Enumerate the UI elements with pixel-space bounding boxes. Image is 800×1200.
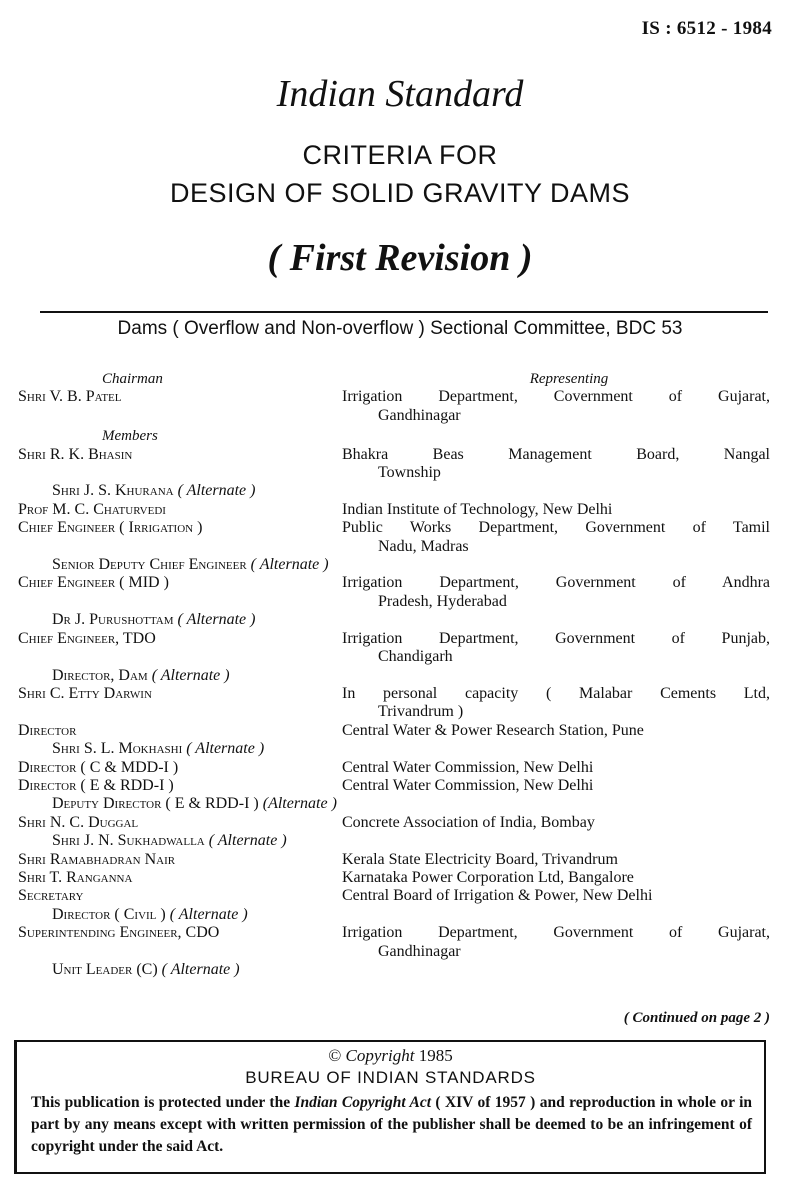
alternate-label: ( Alternate ) (186, 740, 265, 758)
alternate-label: ( Alternate ) (177, 611, 256, 629)
member-representing (338, 722, 770, 740)
representing-line: Central Water Commission, New Delhi (342, 758, 594, 776)
member-representing (338, 814, 770, 832)
member-row (18, 869, 770, 887)
member-name: Shri C. Etty Darwin (18, 684, 152, 702)
alternate-label: ( Alternate ) (177, 482, 256, 500)
alternate-member (18, 832, 770, 850)
copyright-text-start: This publication is protected under the (31, 1094, 295, 1111)
representing-line: Kerala State Electricity Board, Trivandrum (342, 850, 618, 868)
alternate-member (18, 556, 770, 574)
copyright-line (17, 1046, 764, 1066)
member-representing (338, 887, 770, 905)
alternate-name: Director ( Civil ) (52, 905, 166, 923)
member-row (18, 851, 770, 869)
representing-line: Bhakra Beas Management Board, Nangal (342, 445, 770, 463)
representing-line: Indian Institute of Technology, New Delhi (342, 500, 613, 518)
member-row (18, 887, 770, 905)
member-row (18, 722, 770, 740)
member-name: Director (18, 721, 77, 739)
copyright-notice (17, 1088, 764, 1158)
member-row (18, 388, 770, 425)
alternate-label: ( Alternate ) (208, 832, 287, 850)
member-row (18, 924, 770, 961)
alternate-member (18, 740, 770, 758)
member-representing (338, 388, 770, 425)
title-revision: ( First Revision ) (267, 237, 533, 279)
member-name: Superintending Engineer, CDO (18, 924, 220, 942)
representing-line: Central Board of Irrigation & Power, New Delhi (342, 887, 653, 905)
title-design: DESIGN OF SOLID GRAVITY DAMS (169, 178, 631, 208)
representing-line: Irrigation Department, Government of Punjab, (342, 629, 770, 647)
alternate-label: ( Alternate ) (250, 556, 329, 574)
member-row (18, 501, 770, 519)
committee-rows (18, 388, 770, 979)
member-representing (338, 869, 770, 887)
members-heading: Members (102, 428, 158, 445)
member-representing (338, 630, 770, 667)
member-representing (338, 446, 770, 483)
member-row (18, 630, 770, 667)
alternate-name: Unit Leader (C) (52, 961, 158, 978)
alternate-name: Deputy Director ( E & RDD-I ) (52, 795, 259, 813)
member-row (18, 777, 770, 795)
representing-line: Central Water & Power Research Station, Pune (342, 721, 644, 739)
member-name: Shri N. C. Duggal (18, 813, 139, 831)
member-name: Director ( E & RDD-I ) (18, 776, 174, 794)
representing-line: Central Water Commission, New Delhi (342, 776, 594, 794)
member-name: Director ( C & MDD-I ) (18, 758, 179, 776)
representing-line: Public Works Department, Government of Tamil (342, 519, 770, 537)
copyright-act: Indian Copyright Act (294, 1094, 432, 1111)
representing-continuation: Nadu, Madras (378, 537, 469, 555)
member-row (18, 519, 770, 556)
representing-continuation: Chandigarh (378, 648, 453, 666)
continued-note: ( Continued on page 2 ) (623, 1010, 770, 1026)
member-name: Secretary (18, 887, 84, 905)
alternate-name: Director, Dam (52, 666, 148, 684)
alternate-member (18, 482, 770, 500)
title-indian-standard: Indian Standard (276, 73, 524, 115)
member-row (18, 574, 770, 611)
member-name: Shri Ramabhadran Nair (18, 850, 176, 868)
representing-line: Irrigation Department, Government of Andhra (342, 574, 770, 592)
committee-list (18, 370, 770, 979)
bureau-name: BUREAU OF INDIAN STANDARDS (245, 1068, 536, 1087)
alternate-member (18, 906, 770, 924)
member-name: Shri T. Ranganna (18, 868, 133, 886)
alternate-member (18, 667, 770, 685)
copyright-year: 1985 (418, 1046, 453, 1065)
member-representing (338, 574, 770, 611)
representing-line: Concrete Association of India, Bombay (342, 813, 595, 831)
representing-continuation: Trivandrum ) (378, 703, 464, 721)
copyright-symbol: © (328, 1046, 342, 1065)
member-representing (338, 777, 770, 795)
member-name: Chief Engineer, TDO (18, 629, 156, 647)
member-name: Chief Engineer ( MID ) (18, 574, 169, 592)
member-name: Shri R. K. Bhasin (18, 445, 133, 463)
member-row (18, 759, 770, 777)
member-representing (338, 759, 770, 777)
member-row (18, 685, 770, 722)
representing-line: In personal capacity ( Malabar Cements Ltd, (342, 684, 770, 702)
alternate-label: ( Alternate ) (161, 961, 240, 978)
member-representing (338, 519, 770, 556)
representing-heading: Representing (529, 371, 609, 387)
title-criteria-for: CRITERIA FOR (302, 140, 498, 170)
title-rule (40, 311, 768, 313)
alternate-member (18, 795, 770, 813)
representing-continuation: Gandhinagar (378, 406, 461, 424)
copyright-box (14, 1040, 766, 1174)
committee-name: Dams ( Overflow and Non-overflow ) Sectional Committee, BDC 53 (117, 318, 683, 339)
column-headers (18, 370, 770, 388)
copyright-text-end: ( XIV of 1957 ) and reproduction in whole or in part by any means except with written permission of the publisher shall be deemed to be an infringement of copyright under the said Act. (31, 1094, 753, 1155)
representing-line: Irrigation Department, Government of Gujarat, (342, 924, 770, 942)
alternate-label: ( Alternate ) (169, 905, 248, 923)
member-name: Prof M. C. Chaturvedi (18, 500, 166, 518)
member-name: Chief Engineer ( Irrigation ) (18, 519, 203, 537)
alternate-label: ( Alternate ) (151, 666, 230, 684)
alternate-member (18, 961, 770, 979)
alternate-member (18, 611, 770, 629)
chairman-heading: Chairman (102, 371, 163, 387)
copyright-word: Copyright (345, 1046, 415, 1065)
standard-number: IS : 6512 - 1984 (641, 18, 772, 39)
representing-continuation: Township (378, 464, 441, 482)
member-row (18, 446, 770, 483)
alternate-name: Senior Deputy Chief Engineer (52, 556, 247, 574)
alternate-name: Dr J. Purushottam (52, 611, 174, 629)
member-representing (338, 851, 770, 869)
alternate-name: Shri J. N. Sukhadwalla (52, 832, 205, 850)
representing-continuation: Pradesh, Hyderabad (378, 592, 507, 610)
alternate-name: Shri J. S. Khurana (52, 482, 174, 500)
member-representing (338, 685, 770, 722)
alternate-label: (Alternate ) (262, 795, 337, 813)
member-representing (338, 924, 770, 961)
member-row (18, 814, 770, 832)
alternate-name: Shri S. L. Mokhashi (52, 740, 183, 758)
member-name: Shri V. B. Patel (18, 388, 122, 406)
member-representing (338, 501, 770, 519)
representing-line: Karnataka Power Corporation Ltd, Bangalore (342, 868, 634, 886)
representing-continuation: Gandhinagar (378, 942, 461, 960)
representing-line: Irrigation Department, Covernment of Gujarat, (342, 388, 770, 406)
